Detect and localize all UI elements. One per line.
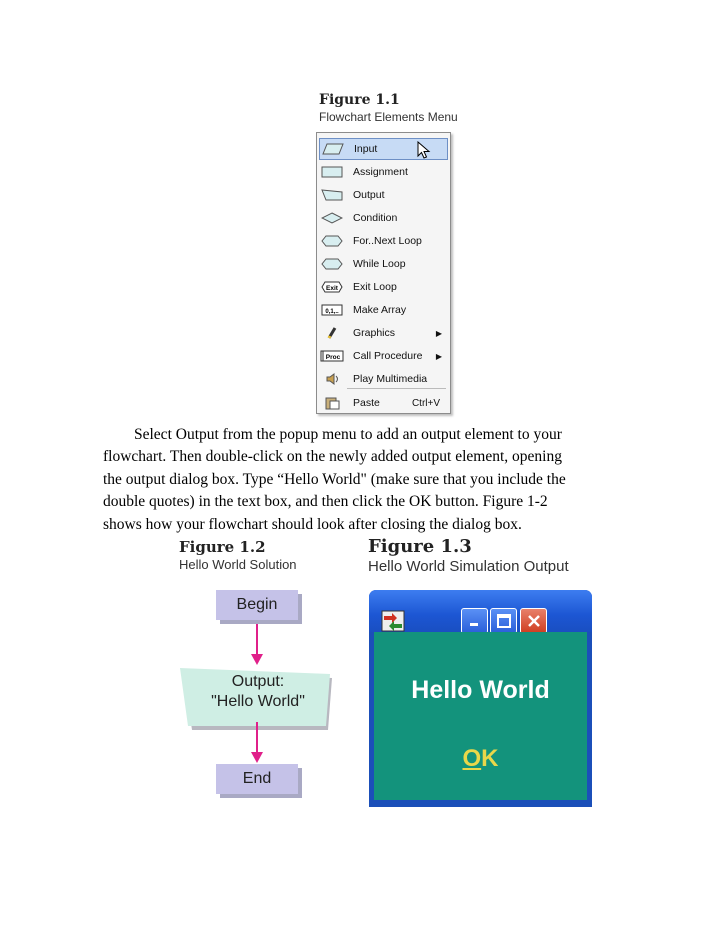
menu-item-label: Call Procedure — [353, 350, 423, 362]
menu-item-label: Output — [353, 189, 385, 201]
menu-item-graphics[interactable] — [319, 322, 448, 344]
procedure-icon — [319, 347, 345, 365]
submenu-arrow-icon: ▶ — [435, 351, 442, 361]
flowchart-begin-terminal: Begin — [216, 590, 298, 620]
flowchart-arrow-icon — [249, 722, 265, 764]
menu-item-label: Make Array — [353, 304, 407, 316]
parallelogram-icon — [320, 140, 346, 158]
mouse-cursor-icon — [417, 141, 431, 161]
array-icon-text: 0,1,.. — [325, 309, 339, 315]
menu-item-play-multimedia[interactable] — [319, 368, 448, 390]
menu-item-label: Play Multimedia — [353, 373, 428, 385]
hexagon-icon — [319, 232, 345, 250]
menu-item-label: Exit Loop — [353, 281, 397, 293]
figure-1-3-subtitle: Hello World Simulation Output — [368, 558, 569, 575]
minimize-icon — [468, 614, 482, 628]
figure-1-3-title: Figure 1.3 — [368, 536, 472, 557]
menu-item-label: Graphics — [353, 327, 396, 339]
paragraph-line: flowchart. Then double-click on the newly added output element, opening — [103, 448, 562, 466]
menu-item-output[interactable] — [319, 184, 448, 206]
flowchart-arrow-icon — [249, 624, 265, 666]
menu-item-condition[interactable] — [319, 207, 448, 229]
ok-label-rest: K — [481, 745, 499, 772]
hexagon-icon — [319, 255, 345, 273]
ok-mnemonic: O — [462, 745, 482, 772]
hello-world-message: Hello World — [411, 676, 550, 704]
exit-loop-icon — [319, 278, 345, 296]
flowchart-elements-menu — [316, 132, 451, 414]
output-shape-icon — [319, 186, 345, 204]
menu-item-label: Paste — [353, 397, 380, 409]
menu-item-label: Condition — [353, 212, 398, 224]
paragraph-line: shows how your flowchart should look after closing the dialog box. — [103, 515, 522, 533]
figure-1-2-title: Figure 1.2 — [179, 538, 266, 556]
maximize-button[interactable] — [490, 608, 517, 634]
menu-item-label: Assignment — [353, 166, 408, 178]
menu-item-paste[interactable] — [319, 392, 448, 414]
menu-item-assignment[interactable] — [319, 161, 448, 183]
speaker-icon — [319, 370, 345, 388]
maximize-icon — [496, 613, 512, 629]
array-icon — [319, 301, 345, 319]
flowchart-output-text — [180, 672, 336, 712]
paste-icon — [319, 394, 345, 412]
output-value: "Hello World" — [211, 693, 305, 710]
menu-item-label: While Loop — [353, 258, 406, 270]
paragraph-line: double quotes) in the text box, and then click the OK button. Figure 1-2 — [103, 493, 548, 511]
menu-item-shortcut: Ctrl+V — [411, 397, 440, 409]
output-label: Output: — [231, 673, 285, 690]
menu-item-call-procedure[interactable] — [319, 345, 448, 367]
close-icon — [526, 613, 542, 629]
menu-item-label: Input — [354, 143, 378, 155]
submenu-arrow-icon: ▶ — [435, 328, 442, 338]
menu-separator — [347, 388, 446, 389]
figure-1-1-title: Figure 1.1 — [319, 92, 400, 108]
paragraph-line: Select Output from the popup menu to add an output element to your — [103, 426, 562, 443]
procedure-icon-text: Proc — [325, 354, 341, 361]
figure-1-1-subtitle: Flowchart Elements Menu — [319, 110, 458, 124]
menu-item-make-array[interactable] — [319, 299, 448, 321]
window-titlebar[interactable] — [369, 590, 592, 632]
close-button[interactable] — [520, 608, 547, 634]
diamond-icon — [319, 209, 345, 227]
menu-item-exit-loop[interactable] — [319, 276, 448, 298]
figure-1-2-subtitle: Hello World Solution — [179, 557, 297, 572]
exit-loop-icon-text: Exit — [326, 285, 338, 292]
rectangle-icon — [319, 163, 345, 181]
app-icon — [379, 608, 407, 634]
flowchart-end-terminal: End — [216, 764, 298, 794]
window-client-area — [374, 632, 587, 800]
body-paragraph — [103, 424, 623, 536]
minimize-button[interactable] — [461, 608, 488, 634]
pencil-icon — [319, 324, 345, 342]
paragraph-line: the output dialog box. Type “Hello World" (make sure that you include the — [103, 470, 566, 488]
menu-item-for-next-loop[interactable] — [319, 230, 448, 252]
menu-item-while-loop[interactable] — [319, 253, 448, 275]
menu-item-label: For..Next Loop — [353, 235, 422, 247]
ok-button[interactable] — [374, 745, 587, 773]
